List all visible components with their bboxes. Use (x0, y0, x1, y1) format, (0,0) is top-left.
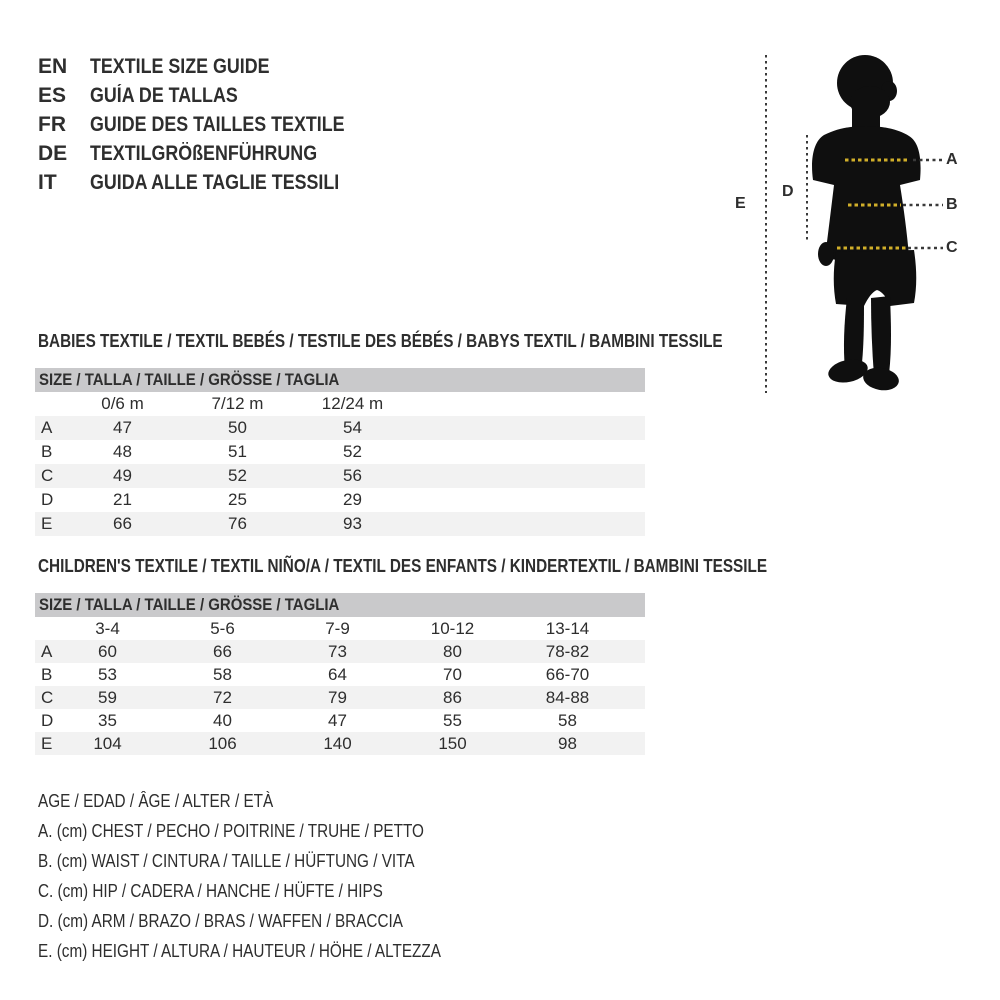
row-label: D (41, 490, 54, 509)
legend-text: E. (cm) HEIGHT / ALTURA / HAUTEUR / HÖHE / ALTEZZA (38, 940, 441, 961)
legend-line-height (38, 936, 512, 966)
babies-size-table (35, 392, 645, 536)
children-section-heading (38, 556, 896, 576)
table-cell: 80 (443, 641, 462, 661)
babies-size-header-text: SIZE / TALLA / TAILLE / GRÖSSE / TAGLIA (39, 370, 340, 389)
table-cell: 49 (113, 466, 132, 485)
table-cell: 56 (343, 466, 362, 485)
table-cell: 40 (213, 710, 232, 730)
language-title: TEXTILGRÖßENFÜHRUNG (90, 141, 318, 165)
child-silhouette-figure (730, 40, 1000, 410)
table-cell: 59 (98, 687, 117, 707)
language-title: TEXTILE SIZE GUIDE (90, 54, 270, 78)
table-row (35, 488, 645, 512)
column-header: 7/12 m (211, 394, 264, 413)
row-label: E (41, 514, 53, 533)
marker-label-c: C (946, 239, 958, 256)
row-label: C (41, 466, 54, 485)
table-cell: 60 (98, 641, 117, 661)
table-cell: 52 (343, 442, 362, 461)
table-cell: 58 (558, 710, 577, 730)
table-cell: 64 (328, 664, 347, 684)
language-title: GUÍA DE TALLAS (90, 83, 238, 107)
table-cell: 93 (343, 514, 362, 533)
table-cell: 66-70 (545, 664, 590, 684)
table-cell: 150 (438, 733, 467, 753)
legend-line-waist (38, 846, 512, 876)
table-row (35, 416, 645, 440)
legend-line-hip (38, 876, 512, 906)
children-size-header-bar (35, 593, 645, 617)
table-cell: 73 (328, 641, 347, 661)
column-header: 10-12 (430, 618, 475, 638)
language-row-fr (38, 110, 389, 139)
children-size-header-text: SIZE / TALLA / TAILLE / GRÖSSE / TAGLIA (39, 595, 340, 614)
babies-section-heading (38, 331, 843, 351)
table-cell: 47 (328, 710, 347, 730)
table-cell: 51 (228, 442, 247, 461)
legend-line-age (38, 786, 512, 816)
row-label: C (41, 687, 54, 707)
language-title: GUIDE DES TAILLES TEXTILE (90, 112, 345, 136)
column-header: 13-14 (545, 618, 590, 638)
legend-text: A. (cm) CHEST / PECHO / POITRINE / TRUHE / PETTO (38, 820, 424, 841)
table-cell: 48 (113, 442, 132, 461)
column-header: 7-9 (325, 618, 350, 638)
table-cell: 50 (228, 418, 247, 437)
table-cell: 58 (213, 664, 232, 684)
table-row (35, 512, 645, 536)
column-header: 5-6 (210, 618, 235, 638)
table-row (35, 686, 645, 709)
table-row (35, 640, 645, 663)
legend-line-chest (38, 816, 512, 846)
table-cell: 47 (113, 418, 132, 437)
marker-label-a: A (946, 151, 958, 168)
table-cell: 66 (213, 641, 232, 661)
table-cell: 66 (113, 514, 132, 533)
table-cell: 53 (98, 664, 117, 684)
legend-text: D. (cm) ARM / BRAZO / BRAS / WAFFEN / BRACCIA (38, 910, 403, 931)
table-cell: 21 (113, 490, 132, 509)
children-section-heading-text: CHILDREN'S TEXTILE / TEXTIL NIÑO/A / TEXTIL DES ENFANTS / KINDERTEXTIL / BAMBINI TESSILE (38, 556, 768, 576)
children-size-table (35, 617, 645, 755)
row-label: D (41, 710, 54, 730)
language-row-it (38, 168, 389, 197)
language-row-de (38, 139, 389, 168)
babies-column-header-row (35, 392, 645, 416)
table-cell: 55 (443, 710, 462, 730)
table-cell: 52 (228, 466, 247, 485)
column-header: 0/6 m (101, 394, 144, 413)
marker-label-e: E (735, 195, 746, 212)
language-title: GUIDA ALLE TAGLIE TESSILI (90, 170, 340, 194)
row-label: B (41, 664, 53, 684)
table-cell: 25 (228, 490, 247, 509)
row-label: A (41, 418, 53, 437)
language-code: ES (38, 83, 67, 107)
table-cell: 106 (208, 733, 237, 753)
measurement-legend (38, 786, 512, 966)
table-cell: 86 (443, 687, 462, 707)
babies-size-header-bar (35, 368, 645, 392)
table-cell: 54 (343, 418, 362, 437)
row-label: A (41, 641, 53, 661)
babies-section-heading-text: BABIES TEXTILE / TEXTIL BEBÉS / TESTILE DES BÉBÉS / BABYS TEXTIL / BAMBINI TESSILE (38, 331, 723, 351)
table-cell: 29 (343, 490, 362, 509)
marker-label-b: B (946, 196, 958, 213)
column-header: 12/24 m (321, 394, 384, 413)
table-cell: 70 (443, 664, 462, 684)
language-code: IT (38, 170, 57, 194)
children-column-header-row (35, 617, 645, 640)
language-row-en (38, 52, 389, 81)
legend-text: AGE / EDAD / ÂGE / ALTER / ETÀ (38, 790, 274, 811)
language-title-list (38, 52, 389, 197)
table-cell: 104 (93, 733, 122, 753)
table-cell: 140 (323, 733, 352, 753)
table-cell: 78-82 (545, 641, 590, 661)
language-code: FR (38, 112, 66, 136)
row-label: B (41, 442, 53, 461)
table-cell: 72 (213, 687, 232, 707)
marker-label-d: D (782, 183, 794, 200)
table-cell: 35 (98, 710, 117, 730)
language-row-es (38, 81, 389, 110)
table-cell: 84-88 (545, 687, 590, 707)
language-code: EN (38, 54, 68, 78)
legend-line-arm (38, 906, 512, 936)
table-row (35, 732, 645, 755)
table-row (35, 663, 645, 686)
table-cell: 79 (328, 687, 347, 707)
legend-text: C. (cm) HIP / CADERA / HANCHE / HÜFTE / HIPS (38, 880, 383, 901)
legend-text: B. (cm) WAIST / CINTURA / TAILLE / HÜFTUNG / VITA (38, 850, 415, 871)
table-row (35, 440, 645, 464)
table-cell: 98 (558, 733, 577, 753)
row-label: E (41, 733, 53, 753)
table-row (35, 709, 645, 732)
column-header: 3-4 (95, 618, 120, 638)
table-row (35, 464, 645, 488)
table-cell: 76 (228, 514, 247, 533)
language-code: DE (38, 141, 68, 165)
